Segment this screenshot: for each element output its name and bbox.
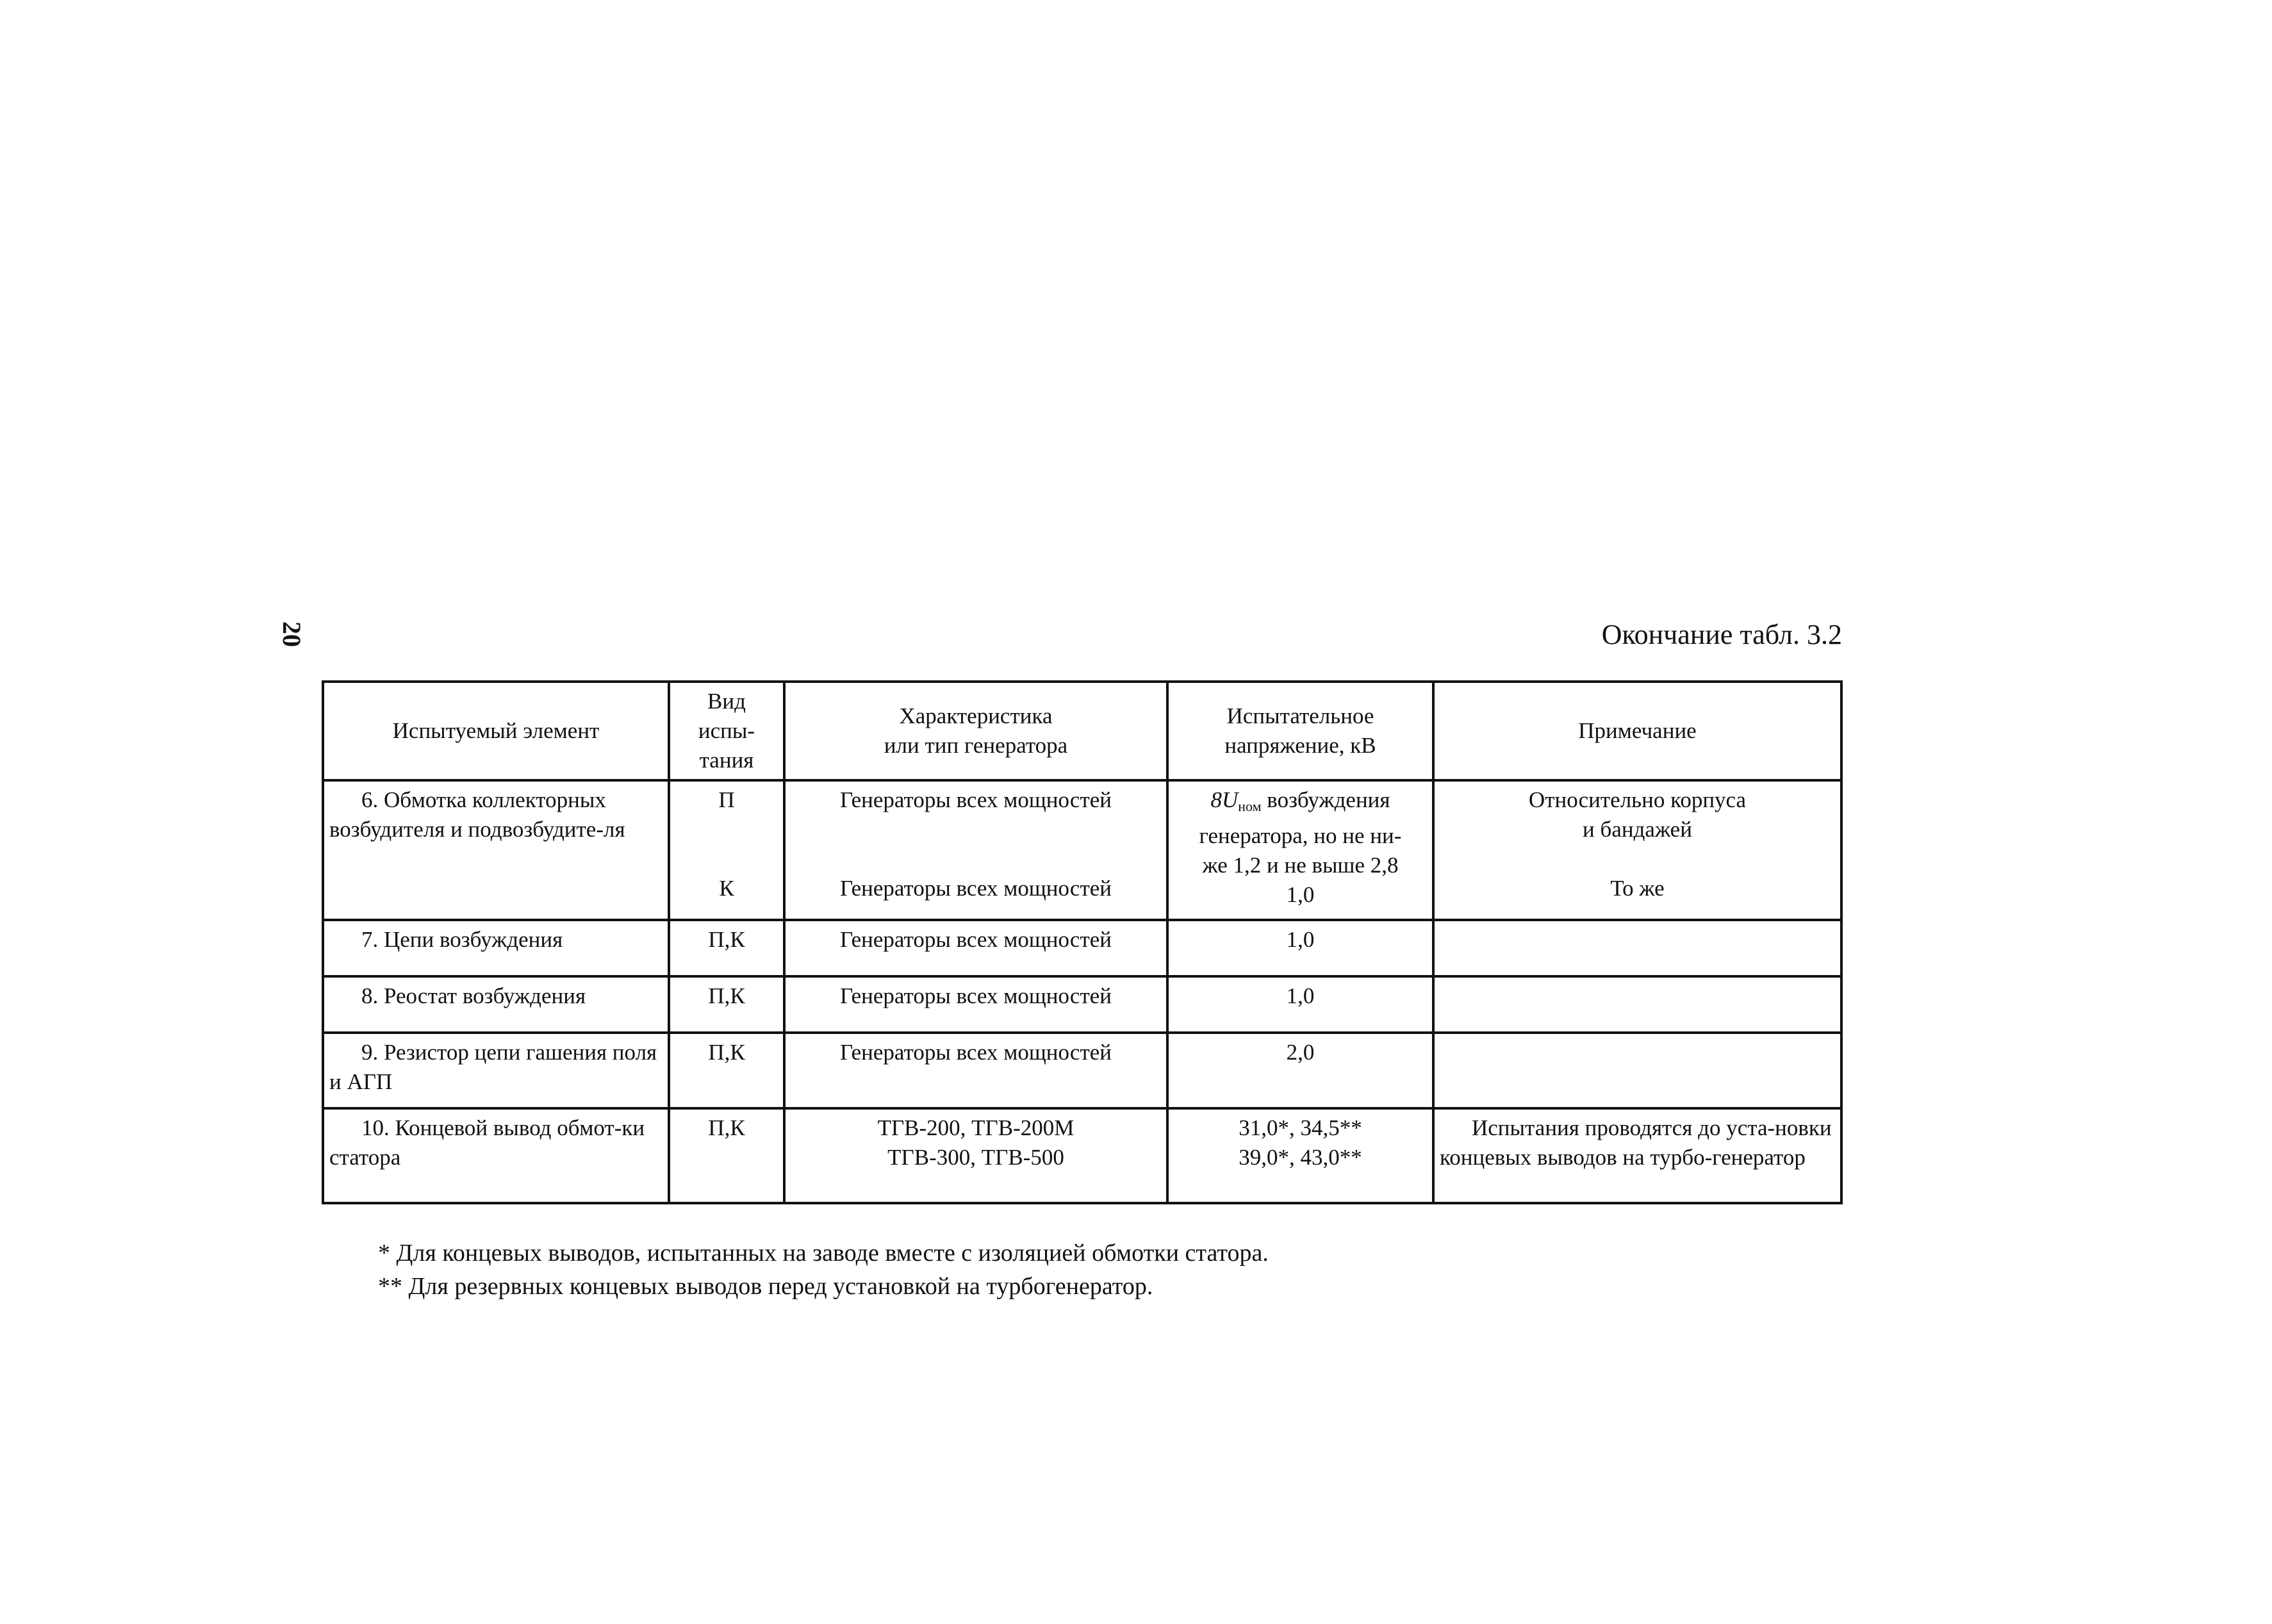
voltage-line: 31,0*, 34,5** [1239, 1115, 1362, 1140]
header-characteristic-line: Характеристика [899, 703, 1053, 728]
footnote: * Для концевых выводов, испытанных на заводе вместе с изоляцией обмотки статора. [378, 1240, 1269, 1267]
header-characteristic [784, 682, 1167, 780]
characteristic-value: Генераторы всех мощностей [840, 787, 1112, 812]
note-line: Относительно корпуса [1528, 787, 1747, 812]
cell-characteristic: Генераторы всех мощностей [784, 920, 1167, 976]
cell-characteristic [784, 1108, 1167, 1203]
spacer [675, 844, 778, 874]
table-header-row [323, 682, 1841, 780]
spacer [675, 815, 778, 844]
table-row [323, 1033, 1841, 1108]
cell-element [323, 1108, 669, 1203]
header-element: Испытуемый элемент [323, 682, 669, 780]
cell-test-type: П,К [669, 976, 784, 1033]
header-test-type-line: тания [699, 748, 754, 773]
page-number: 20 [277, 621, 306, 647]
header-note: Примечание [1433, 682, 1841, 780]
cell-element [323, 1033, 669, 1108]
spacer [1440, 844, 1835, 874]
cell-note [1433, 1033, 1841, 1108]
spacer [791, 844, 1161, 874]
element-text: 6. Обмотка коллекторных возбудителя и подвозбудите-ля [329, 787, 625, 842]
cell-voltage [1167, 780, 1433, 920]
table-caption: Окончание табл. 3.2 [1601, 619, 1842, 650]
cell-test-type: П,К [669, 1033, 784, 1108]
cell-note [1433, 1108, 1841, 1203]
cell-element [323, 976, 669, 1033]
footnote: ** Для резервных концевых выводов перед установкой на турбогенератор. [378, 1273, 1153, 1300]
cell-characteristic [784, 780, 1167, 920]
table-row [323, 1108, 1841, 1203]
table-row [323, 920, 1841, 976]
voltage-formula: $8U_{ном}$ возбуждения [1210, 787, 1390, 814]
footnotes [378, 1236, 1269, 1303]
characteristic-line: ТГВ-200, ТГВ-200М [877, 1115, 1074, 1140]
characteristic-line: ТГВ-300, ТГВ-500 [887, 1145, 1064, 1170]
note-line: То же [1610, 876, 1665, 901]
cell-voltage: 2,0 [1167, 1033, 1433, 1108]
cell-voltage: 1,0 [1167, 920, 1433, 976]
test-type-value: П [718, 787, 735, 812]
header-test-type [669, 682, 784, 780]
note-text: Испытания проводятся до уста-новки концевых выводов на турбо-генератор [1440, 1115, 1832, 1170]
test-voltage-table [322, 680, 1843, 1204]
cell-voltage [1167, 1108, 1433, 1203]
table-row [323, 976, 1841, 1033]
cell-characteristic: Генераторы всех мощностей [784, 1033, 1167, 1108]
note-line: и бандажей [1583, 817, 1692, 842]
cell-note [1433, 976, 1841, 1033]
header-voltage [1167, 682, 1433, 780]
header-test-type-line: испы- [698, 718, 755, 743]
header-characteristic-line: или тип генератора [884, 733, 1068, 758]
header-voltage-line: Испытательное [1226, 703, 1374, 728]
voltage-formula-line: генератора, но не ни- [1199, 823, 1402, 848]
voltage-formula-line: же 1,2 и не выше 2,8 [1202, 853, 1399, 878]
cell-test-type: П,К [669, 1108, 784, 1203]
characteristic-value: Генераторы всех мощностей [840, 876, 1112, 901]
voltage-value: 1,0 [1286, 882, 1315, 907]
header-voltage-line: напряжение, кВ [1224, 733, 1376, 758]
element-text: 10. Концевой вывод обмот-ки статора [329, 1115, 645, 1170]
table-row [323, 780, 1841, 920]
cell-test-type [669, 780, 784, 920]
element-text: 8. Реостат возбуждения [361, 983, 586, 1008]
header-test-type-line: Вид [707, 689, 746, 714]
voltage-line: 39,0*, 43,0** [1239, 1145, 1362, 1170]
cell-voltage: 1,0 [1167, 976, 1433, 1033]
test-type-value: К [719, 876, 734, 901]
element-text: 9. Резистор цепи гашения поля и АГП [329, 1040, 657, 1094]
cell-characteristic: Генераторы всех мощностей [784, 976, 1167, 1033]
cell-note [1433, 780, 1841, 920]
element-text: 7. Цепи возбуждения [361, 927, 563, 952]
spacer [791, 815, 1161, 844]
cell-element [323, 920, 669, 976]
cell-element [323, 780, 669, 920]
cell-note [1433, 920, 1841, 976]
cell-test-type: П,К [669, 920, 784, 976]
